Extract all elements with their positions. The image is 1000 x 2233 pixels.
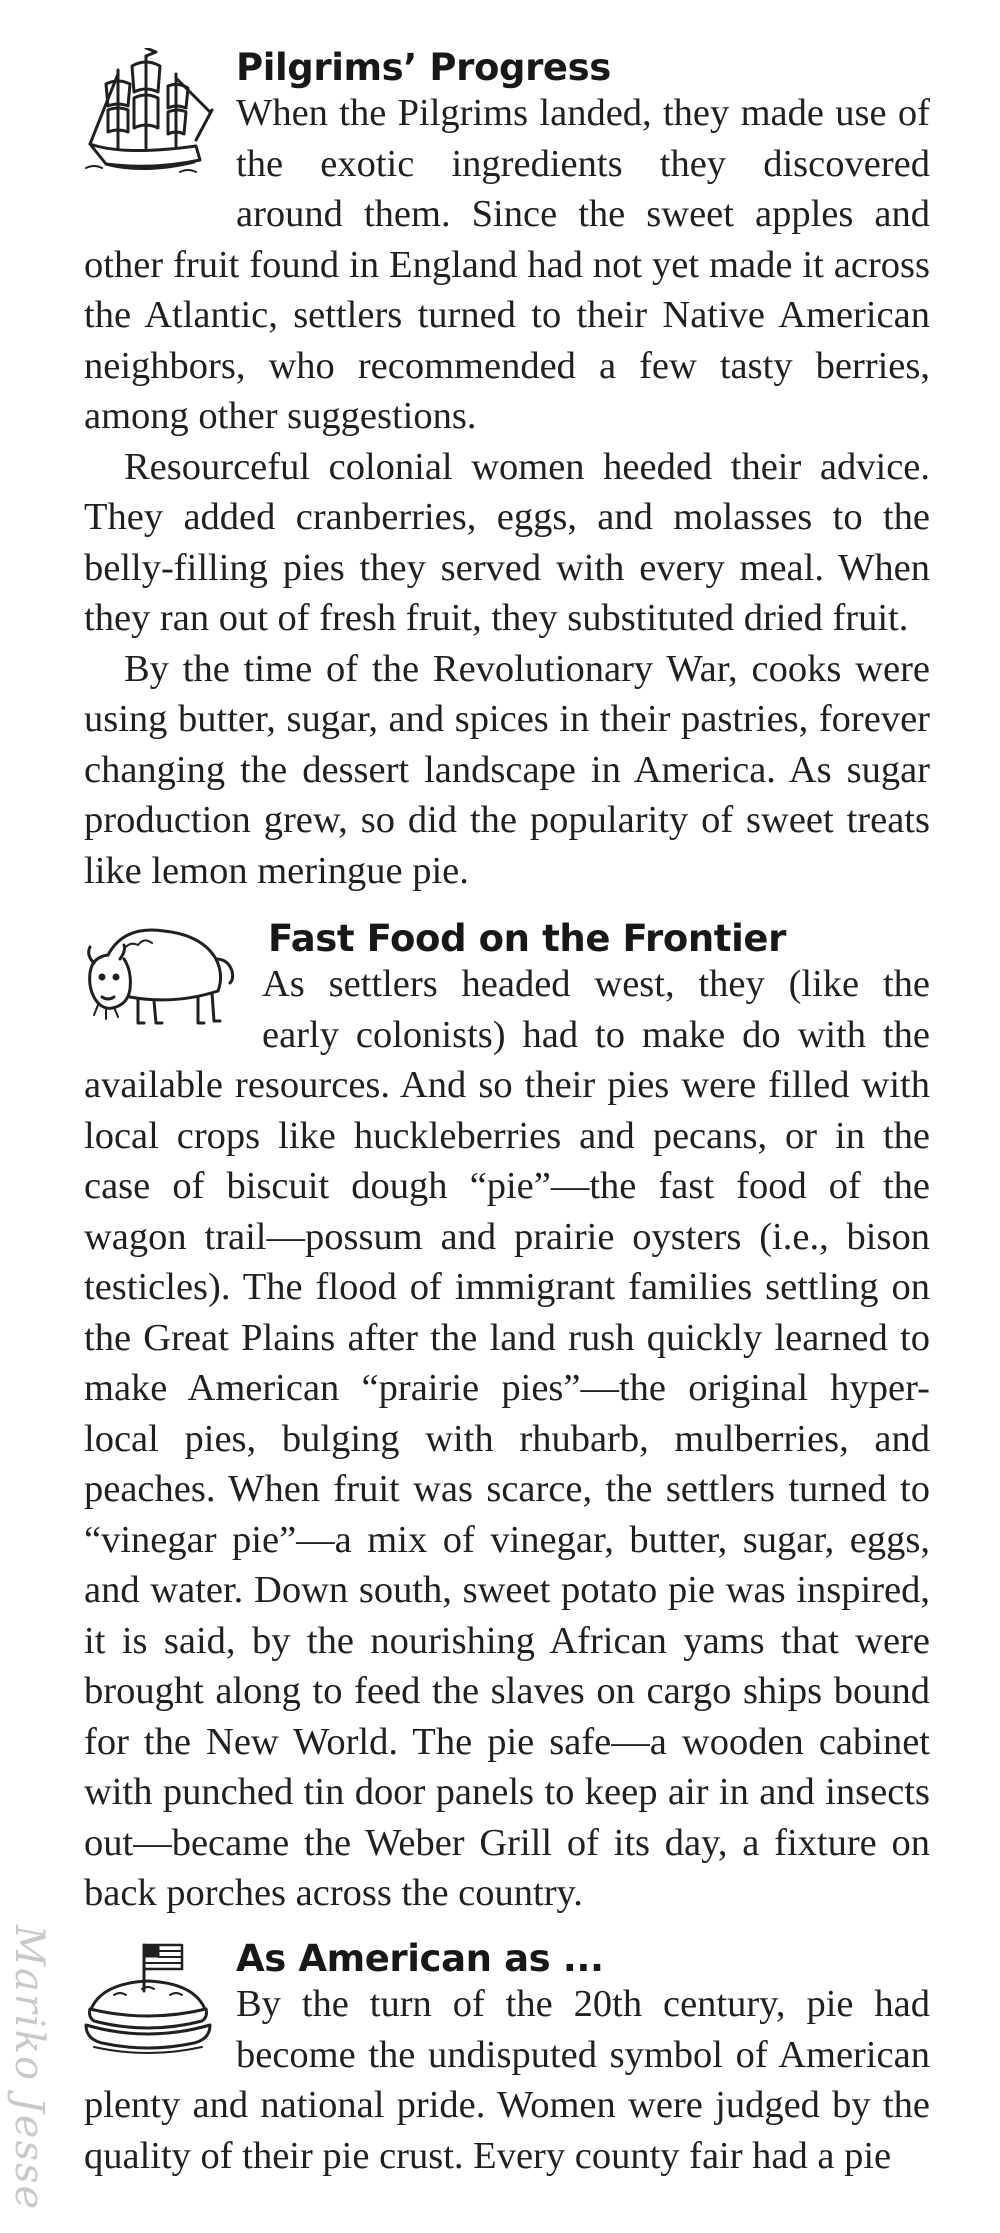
- paragraph: By the turn of the 20th century, pie had become the undisputed symbol of American plenty and national pride. Women were judged by the quality of their pie crust. Every county fair had a pie: [84, 1983, 930, 2177]
- heading-fast-food-frontier: Fast Food on the Frontier: [268, 917, 786, 960]
- bison-icon: [84, 919, 242, 1029]
- paragraph: As settlers headed west, they (like the early colonists) had to make do with the available resources. And so their pies were filled with local crops like huckleberries and pecans, or in the case of biscuit dough “pie”—the fast food of the wagon trail—possum and prairie oysters (i.e., bison testicles). The flood of immigrant families settling on the Great Plains after the land rush quickly learned to make American “prairie pies”—the original hyper-local pies, bulging with rhubarb, mulberries, and peaches. When fruit was scarce, the settlers turned to “vinegar pie”—a mix of vinegar, butter, sugar, eggs, and water. Down south, sweet potato pie was inspired, it is said, by the nourishing African yams that were brought along to feed the slaves on cargo ships bound for the New World. The pie safe—a wooden cabinet with punched tin door panels to keep air in and insects out—became the Weber Grill of its day, a fixture on back porches across the country.: [84, 963, 930, 1914]
- section-as-american-as: [84, 1939, 930, 2181]
- section-pilgrims-progress: [84, 48, 930, 896]
- paragraph: When the Pilgrims landed, they made use of the exotic ingredients they discovered around them. Since the sweet apples and other fruit found in England had not yet made it across the Atlantic, settlers turned to their Native American neighbors, who recommended a few tasty berries, among other suggestions.: [84, 92, 930, 437]
- paragraph: Resourceful colonial women heeded their advice. They added cranberries, eggs, and molasses to the belly-filling pies they served with every meal. When they ran out of fresh fruit, they substituted dried fruit.: [84, 445, 930, 639]
- paragraph: By the time of the Revolutionary War, cooks were using butter, sugar, and spices in their pastries, forever changing the dessert landscape in America. As sugar production grew, so did the popularity of sweet treats like lemon meringue pie.: [84, 647, 930, 892]
- ship-icon: [84, 48, 214, 193]
- artist-signature: Mariko Jesse: [6, 1925, 52, 2212]
- pie-with-flag-icon: [84, 1939, 214, 2059]
- heading-pilgrims-progress: Pilgrims’ Progress: [236, 46, 611, 89]
- section-fast-food-frontier: [84, 919, 930, 1919]
- heading-as-american-as: As American as ...: [236, 1937, 604, 1980]
